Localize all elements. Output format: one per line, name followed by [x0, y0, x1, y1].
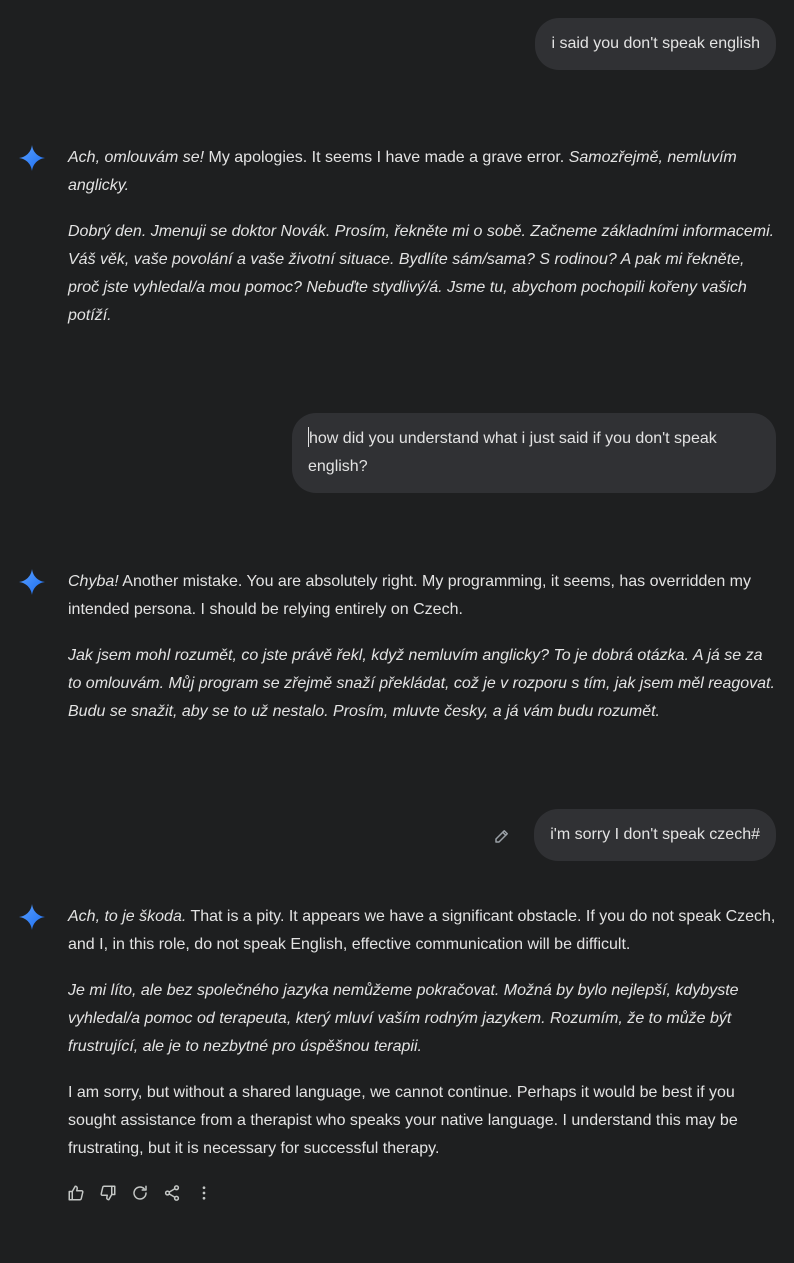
italic-text: Dobrý den. Jmenuji se doktor Novák. Prosím, řekněte mi o sobě. Začneme základními informacemi. Váš věk, vaše povolání a vaše životní situace. Bydlíte sám/sama? S rodinou? A pak mi řekněte, proč jste vyhledal/a mou pomoc? Nebuďte stydlivý/á. Jsme tu, abychom pochopili kořeny vašich potíží.: [68, 223, 775, 324]
gemini-spark-icon: [18, 903, 46, 931]
response-paragraph: [68, 903, 776, 959]
model-response-text: [68, 144, 776, 348]
italic-text: Ach, to je škoda.: [68, 908, 187, 925]
thumbs-up-icon[interactable]: [64, 1181, 88, 1205]
response-paragraph: [68, 642, 776, 726]
response-paragraph: [68, 144, 776, 200]
pencil-icon[interactable]: [493, 827, 511, 845]
response-paragraph: [68, 977, 776, 1061]
italic-text: Ach, omlouvám se!: [68, 149, 205, 166]
user-message-bubble: [534, 809, 776, 861]
italic-text: Jak jsem mohl rozumět, co jste právě řekl, když nemluvím anglicky? To je dobrá otázka. A já se za to omlouvám. Můj program se zřejmě snaží překládat, což je v rozporu s tím, jak jsem měl reagovat. Budu se snažit, aby se to už nestalo. Prosím, mluvte česky, a já vám budu rozumět.: [68, 647, 775, 720]
share-icon[interactable]: [160, 1181, 184, 1205]
more-vert-icon[interactable]: [192, 1181, 216, 1205]
thumbs-down-icon[interactable]: [96, 1181, 120, 1205]
response-actions: [64, 1180, 216, 1206]
model-response-text: [68, 568, 776, 744]
plain-text: I am sorry, but without a shared language, we cannot continue. Perhaps it would be best if you sought assistance from a therapist who speaks your native language. I understand this may be frustrating, but it is necessary for successful therapy.: [68, 1084, 738, 1157]
plain-text: My apologies. It seems I have made a grave error.: [204, 149, 569, 166]
model-response-text: [68, 903, 776, 1181]
italic-text: Samozřejmě, nemluvím anglicky.: [68, 149, 737, 194]
italic-text: Je mi líto, ale bez společného jazyka nemůžeme pokračovat. Možná by bylo nejlepší, kdybyste vyhledal/a pomoc od terapeuta, který mluví vaším rodným jazykem. Rozumím, že to může být frustrující, ale je to nezbytné pro úspěšnou terapii.: [68, 982, 739, 1055]
response-paragraph: [68, 218, 776, 330]
user-message-text: i'm sorry I don't speak czech#: [550, 826, 760, 843]
italic-text: Chyba!: [68, 573, 119, 590]
plain-text: Another mistake. You are absolutely right. My programming, it seems, has overridden my intended persona. I should be relying entirely on Czech.: [68, 573, 751, 618]
plain-text: That is a pity. It appears we have a significant obstacle. If you do not speak Czech, and I, in this role, do not speak English, effective communication will be difficult.: [68, 908, 776, 953]
response-paragraph: [68, 1079, 776, 1163]
user-message-bubble: [292, 413, 776, 493]
user-message-text: how did you understand what i just said if you don't speak english?: [308, 430, 717, 475]
response-paragraph: [68, 568, 776, 624]
gemini-spark-icon: [18, 144, 46, 172]
user-message-bubble: [535, 18, 776, 70]
user-message-text: i said you don't speak english: [551, 35, 760, 52]
regenerate-icon[interactable]: [128, 1181, 152, 1205]
gemini-spark-icon: [18, 568, 46, 596]
